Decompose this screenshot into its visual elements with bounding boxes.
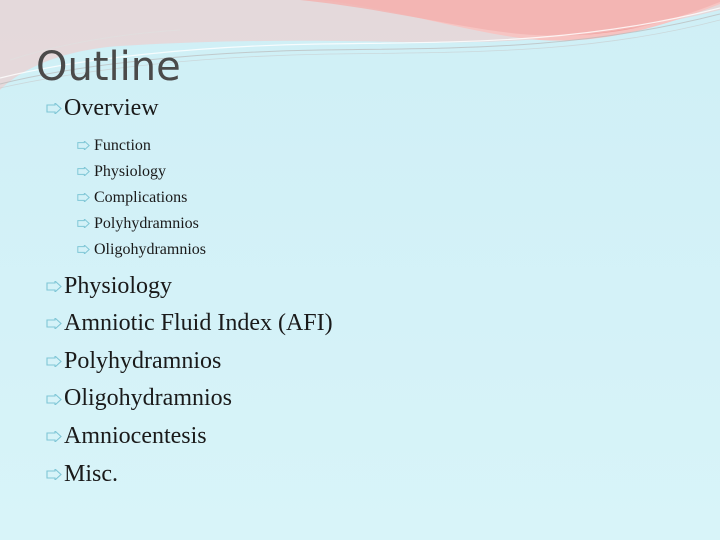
slide-title: Outline [36, 44, 181, 90]
sub-item-label: Polyhydramnios [94, 214, 199, 232]
outline-item-label: Overview [64, 95, 159, 121]
sub-item-function [77, 133, 686, 159]
outline-item-oligohydramnios [46, 380, 686, 418]
outline-sublist-wrapper [46, 133, 686, 263]
outline-item-polyhydramnios [46, 343, 686, 381]
sub-item-label: Oligohydramnios [94, 240, 206, 258]
outline-item-label: Oligohydramnios [64, 385, 232, 412]
hollow-arrow-bullet-icon [77, 211, 90, 237]
outline-item-label: Misc. [64, 460, 118, 487]
outline-item-afi [46, 305, 686, 343]
hollow-arrow-bullet-icon [46, 305, 62, 343]
outline-item-overview [46, 90, 686, 128]
hollow-arrow-bullet-icon [77, 185, 90, 211]
hollow-arrow-bullet-icon [77, 159, 90, 185]
hollow-arrow-bullet-icon [46, 90, 62, 128]
sub-item-oligohydramnios [77, 237, 686, 263]
outline-item-amniocentesis [46, 418, 686, 456]
sub-item-label: Physiology [94, 162, 167, 180]
hollow-arrow-bullet-icon [46, 380, 62, 418]
hollow-arrow-bullet-icon [77, 133, 90, 159]
hollow-arrow-bullet-icon [77, 237, 90, 263]
sub-item-polyhydramnios [77, 211, 686, 237]
outline-list [46, 90, 686, 493]
outline-item-label: Physiology [64, 272, 173, 299]
sub-item-complications [77, 185, 686, 211]
sub-item-physiology [77, 159, 686, 185]
outline-item-label: Amniotic Fluid Index (AFI) [64, 310, 333, 337]
outline-item-label: Polyhydramnios [64, 347, 222, 374]
outline-item-misc [46, 456, 686, 494]
outline-item-label: Amniocentesis [64, 422, 207, 449]
sub-item-label: Complications [94, 188, 188, 206]
overview-sublist [77, 133, 686, 263]
hollow-arrow-bullet-icon [46, 268, 62, 306]
hollow-arrow-bullet-icon [46, 456, 62, 494]
hollow-arrow-bullet-icon [46, 343, 62, 381]
outline-item-physiology [46, 268, 686, 306]
sub-item-label: Function [94, 136, 151, 154]
hollow-arrow-bullet-icon [46, 418, 62, 456]
